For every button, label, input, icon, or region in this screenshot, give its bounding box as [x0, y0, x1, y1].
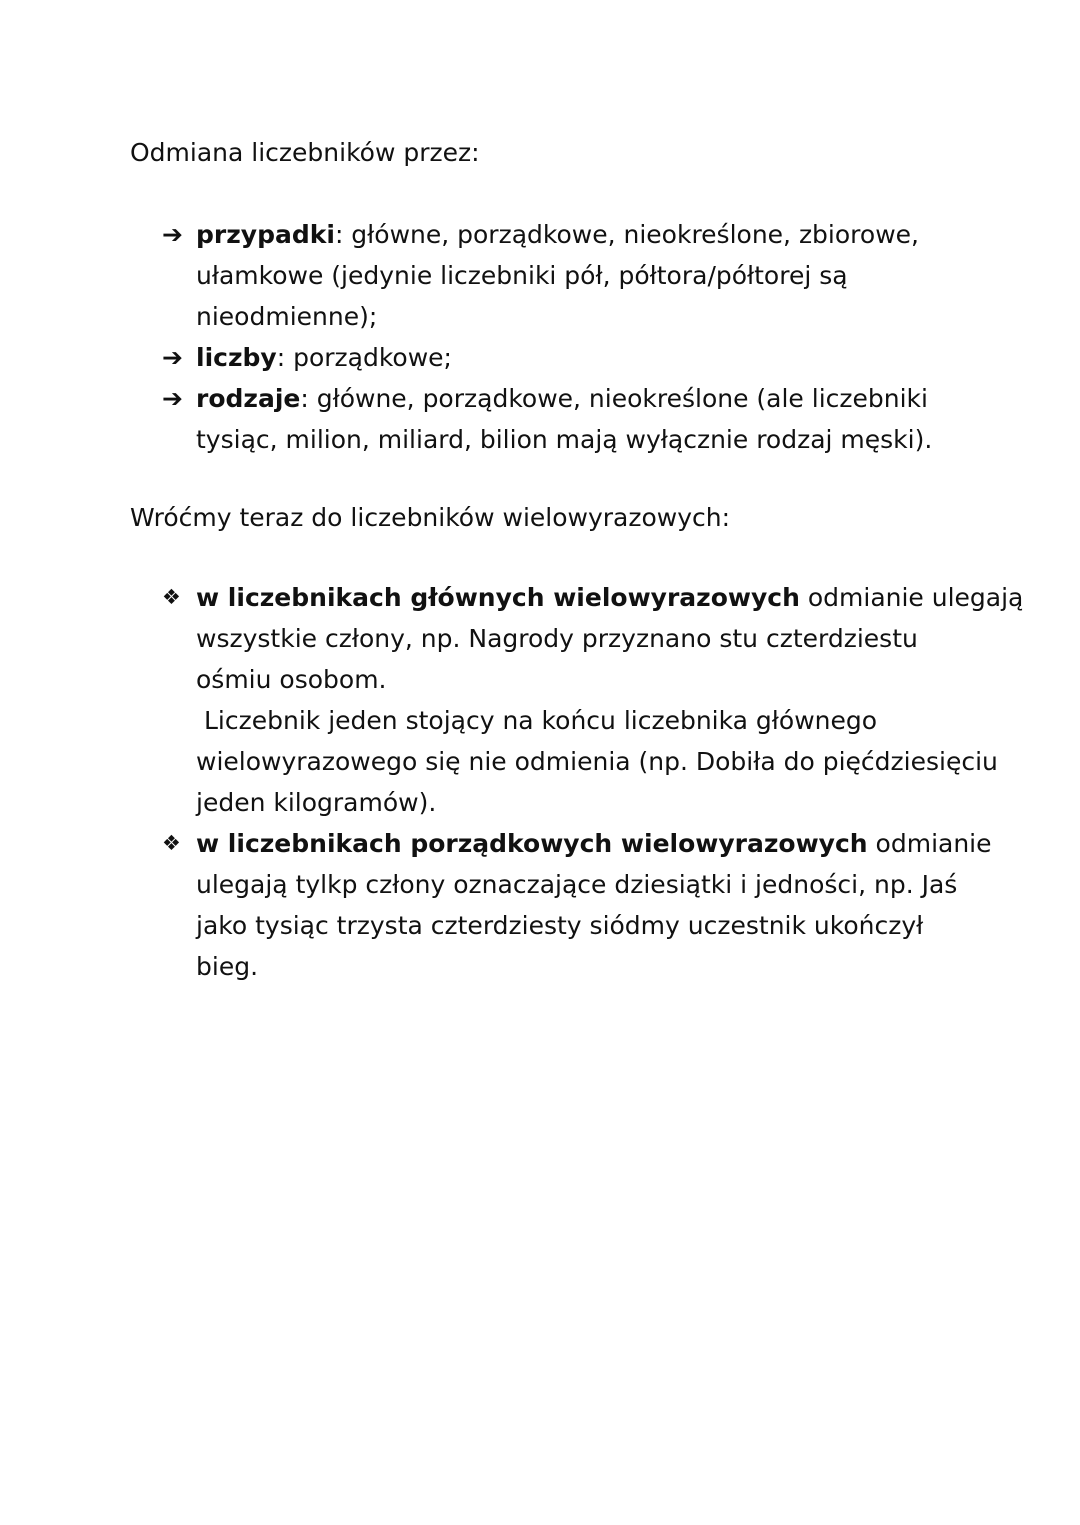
text-line: wszystkie człony, np. Nagrody przyznano stu czterdziestu: [196, 624, 918, 653]
text-line: tysiąc, milion, miliard, bilion mają wyłącznie rodzaj męski).: [196, 425, 933, 454]
text-line: nieodmienne);: [196, 302, 378, 331]
list-item-first-line: [196, 214, 962, 255]
text-line: odmianie ulegają: [799, 583, 1024, 612]
text-line: ulegają tylkp człony oznaczające dziesiątki i jedności, np. Jaś: [196, 870, 958, 899]
term-numbers: liczby: [196, 343, 277, 372]
list-item-numbers: [162, 337, 962, 378]
arrow-icon: ➔: [162, 343, 183, 372]
text-line: odmianie: [867, 829, 992, 858]
list-item-ordinal-multiword: [162, 823, 992, 987]
section-intro-multiword: Wróćmy teraz do liczebników wielowyrazowych:: [130, 503, 731, 532]
text-line: : porządkowe;: [276, 343, 452, 372]
text-line: Liczebnik jeden stojący na końcu liczebnika głównego: [204, 706, 878, 735]
list-item-first-line: [196, 378, 962, 419]
text-line: jeden kilogramów).: [196, 788, 437, 817]
list-item-first-line: [196, 577, 1024, 618]
list-item-cases: [162, 214, 962, 337]
term-cases: przypadki: [196, 220, 335, 249]
term-genders: rodzaje: [196, 384, 301, 413]
arrow-icon: ➔: [162, 384, 183, 413]
text-line: : główne, porządkowe, nieokreślone, zbiorowe,: [334, 220, 919, 249]
text-line: ułamkowe (jedynie liczebniki pół, półtora/półtorej są: [196, 261, 848, 290]
text-line: ośmiu osobom.: [196, 665, 387, 694]
list-item-cardinal-multiword: [162, 577, 1024, 823]
text-line: bieg.: [196, 952, 259, 981]
declension-list: [162, 214, 962, 460]
list-item-genders: [162, 378, 962, 460]
multiword-list: [162, 577, 1024, 987]
section-intro-declension: Odmiana liczebników przez:: [130, 138, 480, 167]
list-item-first-line: [196, 337, 962, 378]
text-line: : główne, porządkowe, nieokreślone (ale liczebniki: [300, 384, 928, 413]
diamond-bullet-icon: ❖: [162, 585, 181, 609]
text-line: wielowyrazowego się nie odmienia (np. Dobiła do pięćdziesięciu: [196, 747, 998, 776]
term-ordinal-multiword: w liczebnikach porządkowych wielowyrazowych: [196, 829, 868, 858]
list-item-first-line: [196, 823, 992, 864]
diamond-bullet-icon: ❖: [162, 831, 181, 855]
text-line: jako tysiąc trzysta czterdziesty siódmy uczestnik ukończył: [196, 911, 924, 940]
term-cardinal-multiword: w liczebnikach głównych wielowyrazowych: [196, 583, 800, 612]
arrow-icon: ➔: [162, 220, 183, 249]
